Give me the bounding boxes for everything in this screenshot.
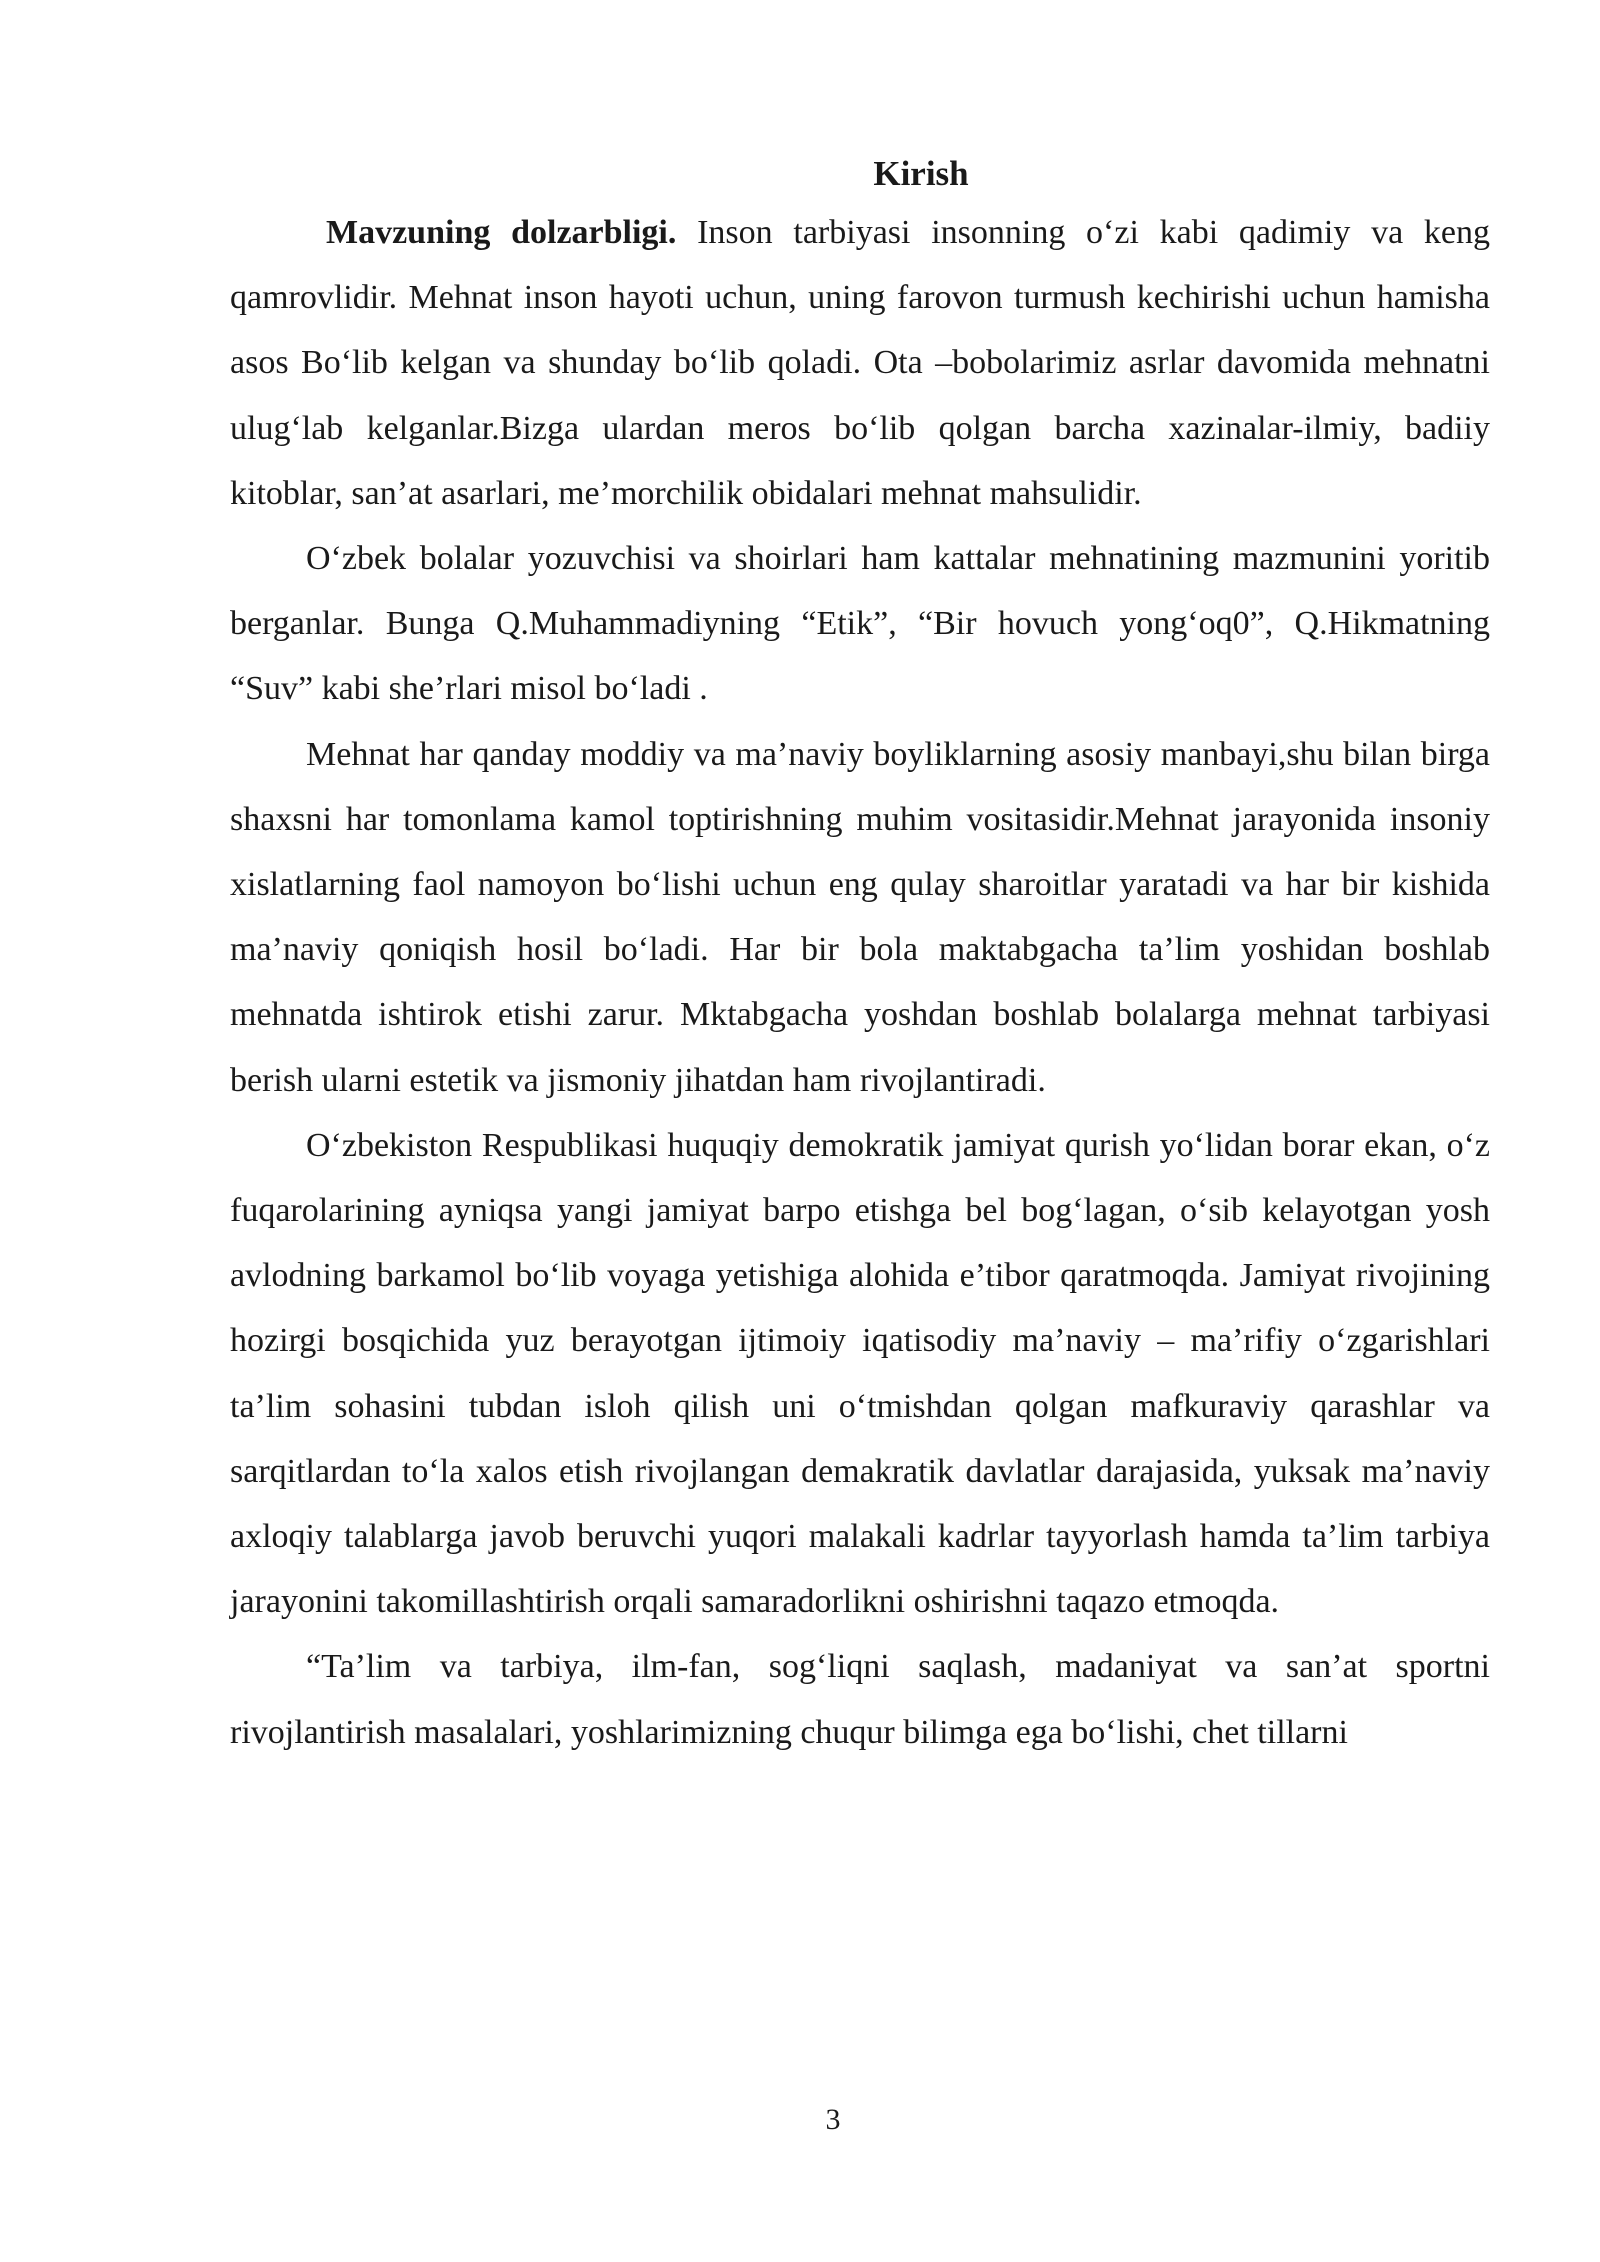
paragraph-writers	[230, 526, 1490, 722]
paragraph-quote	[230, 1634, 1490, 1764]
paragraph-lead: Mavzuning dolzarbligi.	[326, 214, 677, 251]
paragraph-text: O‘zbek bolalar yozuvchisi va shoirlari ham kattalar mehnatining mazmunini yoritib berganlar. Bunga Q.Muhammadiyning “Etik”, “Bir hovuch yong‘oq0”, Q.Hikmatning “Suv” kabi she’rlari misol bo‘ladi .	[230, 540, 1490, 708]
paragraph-text: Mehnat har qanday moddiy va ma’naviy boyliklarning asosiy manbayi,shu bilan birga shaxsni har tomonlama kamol toptirishning muhim vositasidir.Mehnat jarayonida insoniy xislatlarning faol namoyon bo‘lishi uchun eng qulay sharoitlar yaratadi va har bir kishida ma’naviy qoniqish hosil bo‘ladi. Har bir bola maktabgacha ta’lim yoshidan boshlab mehnatda ishtirok etishi zarur. Mktabgacha yoshdan boshlab bolalarga mehnat tarbiyasi berish ularni estetik va jismoniy jihatdan ham rivojlantiradi.	[230, 735, 1490, 1099]
page-content	[230, 148, 1490, 1765]
paragraph-text: O‘zbekiston Respublikasi huquqiy demokratik jamiyat qurish yo‘lidan borar ekan, o‘z fuqarolarining ayniqsa yangi jamiyat barpo etishga bel bog‘lagan, o‘sib kelayotgan yosh avlodning barkamol bo‘lib voyaga yetishiga alohida e’tibor qaratmoqda. Jamiyat rivojining hozirgi bosqichida yuz berayotgan ijtimoiy iqatisodiy ma’naviy – ma’rifiy o‘zgarishlari ta’lim sohasini tubdan isloh qilish uni o‘tmishdan qolgan mafkuraviy qarashlar va sarqitlardan to‘la xalos etish rivojlangan demakratik davlatlar darajasida, yuksak ma’naviy axloqiy talablarga javob beruvchi yuqori malakali kadrlar tayyorlash hamda ta’lim tarbiya jarayonini takomillashtirish orqali samaradorlikni oshirishni taqazo etmoqda.	[230, 1126, 1490, 1621]
paragraph-labor	[230, 722, 1490, 1113]
section-heading: Kirish	[873, 154, 969, 193]
page-number: 3	[825, 2103, 841, 2136]
paragraph-uzbekistan	[230, 1113, 1490, 1635]
paragraph-relevance	[230, 200, 1490, 526]
paragraph-text: Inson tarbiyasi insonning o‘zi kabi qadimiy va keng qamrovlidir. Mehnat inson hayoti uchun, uning farovon turmush kechirishi uchun hamisha asos Bo‘lib kelgan va shunday bo‘lib qoladi. Ota –bobolarimiz asrlar davomida mehnatni ulug‘lab kelganlar.Bizga ulardan meros bo‘lib qolgan barcha xazinalar-ilmiy, badiiy kitoblar, san’at asarlari, me’morchilik obidalari mehnat mahsulidir.	[230, 214, 1490, 512]
paragraph-text: “Ta’lim va tarbiya, ilm-fan, sog‘liqni saqlash, madaniyat va san’at sportni rivojlantirish masalalari, yoshlarimizning chuqur bilimga ega bo‘lishi, chet tillarni	[230, 1648, 1490, 1751]
